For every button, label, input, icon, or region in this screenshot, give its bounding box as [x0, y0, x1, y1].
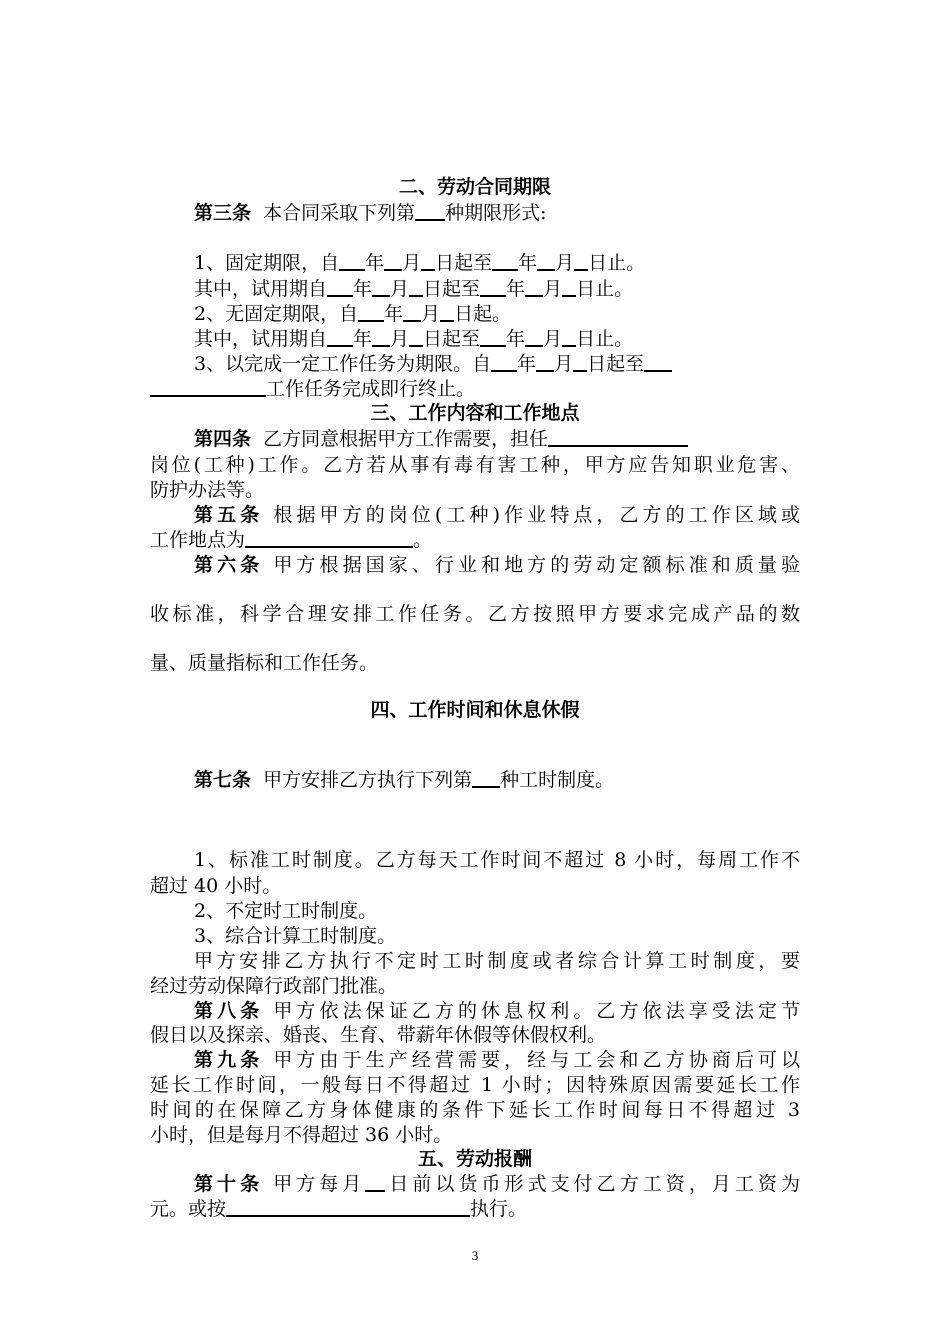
article-5-line-2: 工作地点为 。	[150, 529, 433, 551]
article-3: 第三条 本合同采取下列第 种期限形式:	[194, 202, 547, 224]
blank-field[interactable]	[525, 327, 543, 347]
hours-note: 甲方安排乙方执行不定时工时制度或者综合计算工时制度，要	[194, 950, 800, 972]
article-label: 第六条	[194, 554, 264, 576]
article-5: 第五条 根据甲方的岗位(工种)作业特点，乙方的工作区域或	[194, 504, 800, 526]
article-8-line-2: 假日以及探亲、婚丧、生育、带薪年休假等休假权利。	[150, 1024, 607, 1046]
section-heading-hours: 四、工作时间和休息休假	[370, 699, 580, 721]
blank-field[interactable]	[365, 1172, 385, 1192]
blank-field[interactable]	[574, 251, 588, 271]
blank-field[interactable]	[409, 327, 423, 347]
blank-field[interactable]	[372, 327, 390, 347]
article-4-line-2: 岗位(工种)工作。乙方若从事有毒有害工种，甲方应告知职业危害、	[150, 454, 800, 476]
blank-field[interactable]	[372, 277, 390, 297]
section-heading-work: 三、工作内容和工作地点	[370, 402, 580, 424]
blank-field[interactable]	[573, 352, 587, 372]
blank-field[interactable]	[415, 201, 445, 221]
section-heading-pay: 五、劳动报酬	[417, 1148, 532, 1170]
article-10-line-2: 元。或按 执行。	[150, 1198, 528, 1220]
hours-option-3: 3、综合计算工时制度。	[194, 925, 397, 947]
blank-field[interactable]	[492, 251, 518, 271]
article-label: 第十条	[194, 1173, 264, 1195]
article-8: 第八条 甲方依法保证乙方的休息权利。乙方依法享受法定节	[194, 1000, 800, 1022]
term-option-1: 1、固定期限，自 年 月 日起至 年 月 日止。	[194, 252, 646, 274]
blank-field[interactable]	[537, 251, 555, 271]
blank-field[interactable]	[403, 302, 421, 322]
blank-field[interactable]	[491, 352, 517, 372]
article-9-line-4: 小时，但是每月不得超过 36 小时。	[150, 1124, 453, 1146]
blank-field[interactable]	[327, 277, 353, 297]
blank-field[interactable]	[226, 1197, 470, 1217]
blank-field[interactable]	[644, 352, 672, 372]
blank-field[interactable]	[409, 277, 423, 297]
blank-field[interactable]	[480, 277, 506, 297]
blank-field[interactable]	[150, 377, 266, 397]
blank-field[interactable]	[472, 768, 500, 788]
blank-field[interactable]	[548, 427, 688, 447]
article-7: 第七条 甲方安排乙方执行下列第 种工时制度。	[194, 769, 615, 791]
blank-field[interactable]	[480, 327, 506, 347]
article-label: 第七条	[194, 769, 252, 791]
term-option-3: 3、以完成一定工作任务为期限。自 年 月 日起至	[194, 351, 800, 377]
blank-field[interactable]	[384, 251, 402, 271]
blank-field[interactable]	[525, 277, 543, 297]
article-6-line-2: 收标准，科学合理安排工作任务。乙方按照甲方要求完成产品的数	[150, 603, 800, 625]
article-label: 第九条	[194, 1049, 264, 1071]
article-label: 第五条	[194, 504, 264, 526]
hours-option-1-line-2: 超过 40 小时。	[150, 875, 282, 897]
article-label: 第八条	[194, 1000, 264, 1022]
article-6: 第六条 甲方根据国家、行业和地方的劳动定额标准和质量验	[194, 554, 800, 576]
blank-field[interactable]	[562, 327, 576, 347]
blank-field[interactable]	[327, 327, 353, 347]
article-9-line-2: 延长工作时间，一般每日不得超过 1 小时；因特殊原因需要延长工作	[150, 1074, 800, 1096]
blank-field[interactable]	[339, 251, 365, 271]
blank-field[interactable]	[245, 528, 413, 548]
term-option-2: 2、无固定期限，自 年 月 日起。	[194, 303, 512, 325]
article-9-line-3: 时间的在保障乙方身体健康的条件下延长工作时间每日不得超过 3	[150, 1099, 800, 1121]
term-option-1-probation: 其中，试用期自 年 月 日起至 年 月 日止。	[194, 278, 634, 300]
article-label: 第三条	[194, 202, 252, 224]
blank-field[interactable]	[536, 352, 554, 372]
article-4: 第四条 乙方同意根据甲方工作需要，担任	[194, 426, 800, 452]
section-heading-term: 二、劳动合同期限	[398, 176, 551, 198]
article-9: 第九条 甲方由于生产经营需要，经与工会和乙方协商后可以	[194, 1049, 800, 1071]
term-option-3-cont: 工作任务完成即行终止。	[150, 376, 800, 402]
blank-field[interactable]	[358, 302, 384, 322]
term-option-2-probation: 其中，试用期自 年 月 日起至 年 月 日止。	[194, 328, 634, 350]
blank-field[interactable]	[440, 302, 454, 322]
article-10: 第十条 甲方每月 日前以货币形式支付乙方工资，月工资为	[194, 1173, 800, 1195]
blank-field[interactable]	[562, 277, 576, 297]
hours-option-2: 2、不定时工时制度。	[194, 900, 378, 922]
article-6-line-3: 量、质量指标和工作任务。	[150, 652, 379, 674]
hours-option-1: 1、标准工时制度。乙方每天工作时间不超过 8 小时，每周工作不	[194, 849, 800, 871]
hours-note-line-2: 经过劳动保障行政部门批准。	[150, 975, 398, 997]
page-number: 3	[471, 1248, 479, 1263]
article-4-line-3: 防护办法等。	[150, 479, 265, 501]
blank-field[interactable]	[421, 251, 435, 271]
article-label: 第四条	[194, 428, 252, 450]
